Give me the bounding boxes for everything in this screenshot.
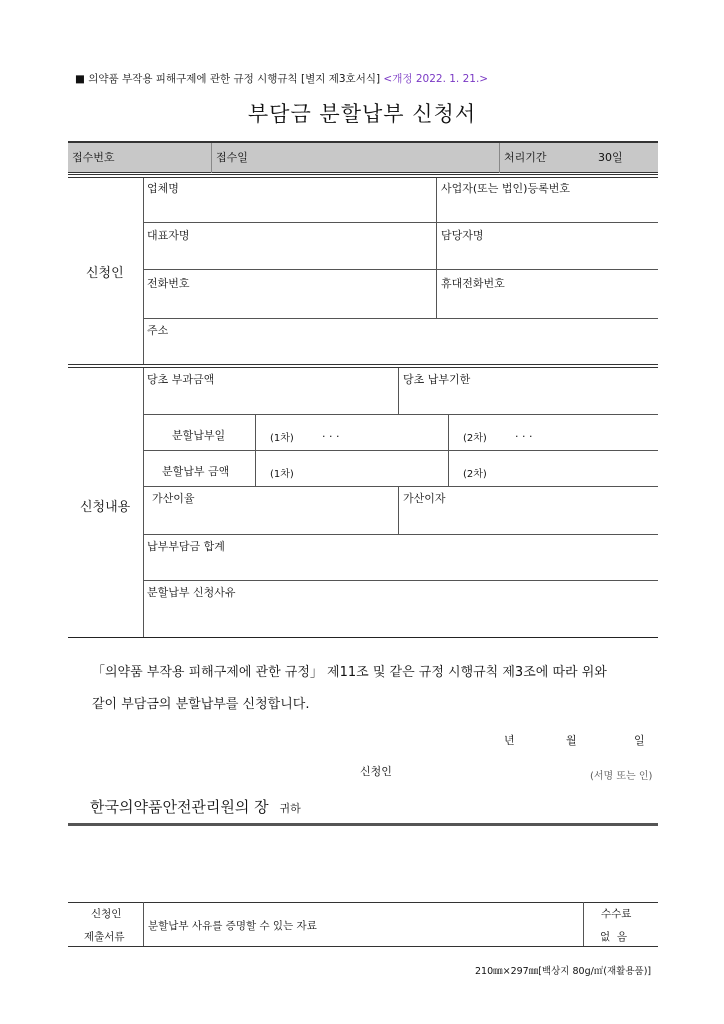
required-document: 분할납부 사유를 증명할 수 있는 자료	[148, 920, 317, 932]
revision-note: <개정 2022. 1. 21.>	[383, 73, 489, 85]
processing-period-value: 30일	[598, 151, 623, 164]
installment-date-label: 분할납부일	[172, 429, 226, 442]
installment-amount-label: 분할납부 금액	[162, 465, 230, 478]
representative-field[interactable]: 대표자명	[147, 229, 190, 242]
reason-field[interactable]: 분할납부 신청사유	[147, 586, 236, 599]
fee-label: 수수료	[601, 908, 632, 920]
mobile-field[interactable]: 휴대전화번호	[441, 277, 505, 290]
section-divider	[68, 364, 658, 368]
first-date-label: (1차)	[270, 433, 294, 444]
content-section-label: 신청내용	[80, 500, 131, 515]
first-amount-field[interactable]: (1차)	[270, 469, 294, 480]
section-divider	[68, 174, 658, 178]
applicant-section-label: 신청인	[86, 266, 124, 281]
address-field[interactable]: 주소	[147, 324, 169, 337]
recipient	[90, 796, 301, 817]
receipt-number-label: 접수번호	[72, 151, 115, 164]
second-date-field[interactable]: . . .	[515, 427, 533, 440]
section-divider	[68, 823, 658, 826]
applicant-signature-label: 신청인	[360, 765, 392, 778]
total-field[interactable]: 납부부담금 합계	[147, 540, 225, 553]
form-title: 부담금 분할납부 신청서	[247, 102, 477, 126]
recipient-name: 한국의약품안전관리원의 장	[90, 798, 269, 816]
initial-deadline-field[interactable]: 당초 납부기한	[403, 373, 471, 386]
processing-period-label: 처리기간	[504, 151, 547, 164]
business-reg-field[interactable]: 사업자(또는 법인)등록번호	[441, 182, 570, 195]
initial-amount-field[interactable]: 당초 부과금액	[147, 373, 215, 386]
documents-label-1: 신청인	[91, 908, 122, 920]
regulation-header	[75, 71, 488, 86]
first-date-field[interactable]: . . .	[322, 427, 340, 440]
recipient-honorific: 귀하	[279, 802, 301, 815]
year-field[interactable]: 년	[504, 734, 515, 747]
regulation-text: 의약품 부작용 피해구제에 관한 규정 시행규칙 [별지 제3호서식]	[88, 73, 381, 85]
phone-field[interactable]: 전화번호	[147, 277, 190, 290]
surcharge-interest-field[interactable]: 가산이자	[403, 492, 446, 505]
paper-spec-footer: 210㎜×297㎜[백상지 80g/㎡(재활용품)]	[475, 966, 652, 977]
documents-label-2: 제출서류	[84, 931, 125, 943]
manager-field[interactable]: 담당자명	[441, 229, 484, 242]
receipt-row	[68, 141, 658, 173]
company-name-field[interactable]: 업체명	[147, 182, 179, 195]
bullet: ■	[75, 73, 85, 85]
second-amount-field[interactable]: (2차)	[463, 469, 487, 480]
declaration-line-2: 같이 부담금의 분할납부를 신청합니다.	[92, 697, 310, 712]
declaration-line-1: 「의약품 부작용 피해구제에 관한 규정」 제11조 및 같은 규정 시행규칙 제3조에 따라 위와	[92, 665, 607, 680]
receipt-date-label: 접수일	[216, 151, 248, 164]
signature-field[interactable]: (서명 또는 인)	[590, 771, 653, 782]
second-date-label: (2차)	[463, 433, 487, 444]
month-field[interactable]: 월	[566, 734, 577, 747]
surcharge-rate-field[interactable]: 가산이율	[152, 492, 195, 505]
fee-value: 없 음	[600, 931, 627, 943]
day-field[interactable]: 일	[634, 734, 645, 747]
